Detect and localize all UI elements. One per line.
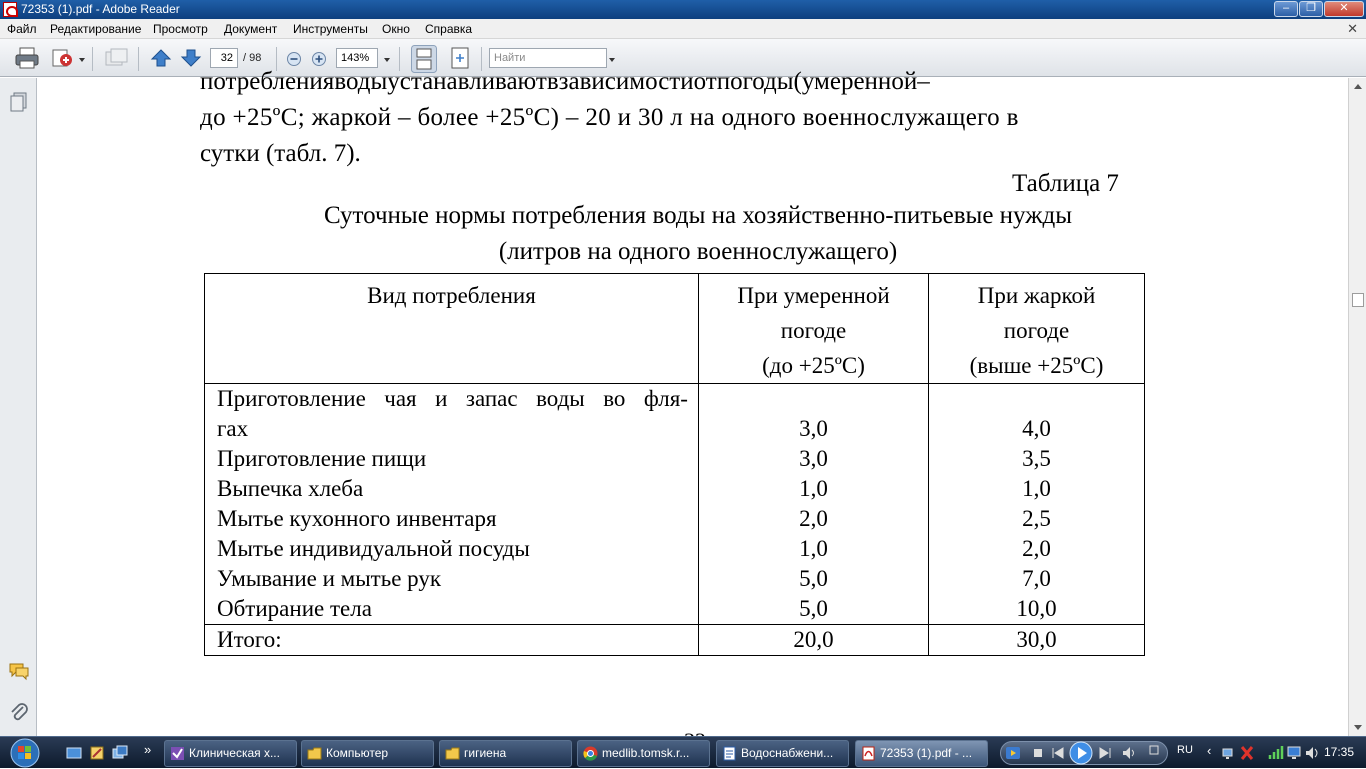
- search-input[interactable]: Найти: [489, 48, 607, 68]
- restore-button[interactable]: ❐: [1299, 1, 1323, 17]
- row-name: гах: [217, 416, 249, 441]
- display-icon[interactable]: [1286, 745, 1302, 761]
- row-hot-value: 2,0: [1022, 536, 1051, 561]
- water-norms-table: [204, 273, 1145, 656]
- window-title: 72353 (1).pdf - Adobe Reader: [21, 2, 180, 16]
- paragraph-line: [200, 64, 1190, 100]
- taskbar-item[interactable]: [301, 740, 434, 767]
- row-hot-value: 2,5: [1022, 506, 1051, 531]
- taskbar-item-label: Компьютер: [326, 746, 389, 760]
- table-body-row: [205, 384, 1145, 625]
- quicklaunch-notes-icon[interactable]: [89, 745, 105, 761]
- row-name: Мытье индивидуальной посуды: [217, 536, 530, 561]
- row-moderate-value: 2,0: [799, 506, 828, 531]
- taskbar-item[interactable]: [164, 740, 297, 767]
- show-hidden-icons-icon[interactable]: ‹: [1207, 743, 1212, 758]
- previous-track-icon[interactable]: [1050, 745, 1066, 761]
- navigation-panel: [0, 78, 37, 736]
- title-bar: [0, 0, 1366, 19]
- header-line: погоде: [780, 318, 847, 343]
- share-icon[interactable]: [50, 47, 76, 69]
- taskbar-item-active[interactable]: [855, 740, 988, 767]
- vertical-scrollbar[interactable]: [1348, 78, 1366, 736]
- play-icon[interactable]: [1069, 741, 1085, 757]
- taskbar-item-label: Клиническая х...: [189, 746, 280, 760]
- share-dropdown-icon[interactable]: [79, 58, 85, 62]
- page-total: / 98: [243, 52, 262, 64]
- show-desktop-icon[interactable]: [66, 745, 82, 761]
- close-button[interactable]: ✕: [1324, 1, 1364, 17]
- word: устанавливают: [387, 68, 547, 95]
- switch-windows-icon[interactable]: [112, 745, 128, 761]
- taskbar-item-label: Водоснабжени...: [741, 746, 834, 760]
- network-icon[interactable]: [1221, 745, 1237, 761]
- header-consumption-type: Вид потребления: [205, 274, 699, 384]
- word: воды: [334, 68, 388, 95]
- menu-help[interactable]: Справка: [425, 22, 473, 36]
- taskbar-item-label: гигиена: [464, 746, 507, 760]
- header-moderate-weather: [699, 274, 929, 384]
- paragraph-line: до +25ºС; жаркой – более +25ºС) – 20 и 30 л на одного военнослужащего в: [200, 104, 1019, 131]
- page-number-input[interactable]: 32: [210, 48, 238, 68]
- table-caption-subtitle: (литров на одного военнослужащего): [498, 238, 898, 265]
- signal-icon[interactable]: [1268, 745, 1284, 761]
- pages-icon[interactable]: [10, 92, 28, 112]
- table-number-label: Таблица 7: [1012, 170, 1119, 197]
- row-moderate-value: 3,0: [799, 416, 828, 441]
- word-document-icon: [722, 746, 737, 761]
- table-header-row: [205, 274, 1145, 384]
- menu-tools[interactable]: Инструменты: [293, 22, 368, 36]
- print-icon[interactable]: [14, 47, 40, 69]
- next-track-icon[interactable]: [1097, 745, 1113, 761]
- row-hot-value: 10,0: [1016, 596, 1057, 621]
- word: в: [546, 68, 559, 95]
- taskbar-item-label: 72353 (1).pdf - ...: [880, 746, 973, 760]
- row-moderate-value: 3,0: [799, 446, 828, 471]
- scroll-down-icon[interactable]: [1353, 724, 1363, 732]
- header-hot-weather: [929, 274, 1145, 384]
- restore-player-icon[interactable]: [1148, 744, 1164, 760]
- zoom-dropdown-icon[interactable]: [384, 58, 390, 62]
- header-line: погоде: [1003, 318, 1070, 343]
- word: погоды: [716, 68, 794, 95]
- taskbar-item[interactable]: [716, 740, 849, 767]
- header-line: При жаркой: [977, 283, 1096, 308]
- word: потребления: [200, 68, 335, 95]
- word: фля-: [643, 386, 688, 411]
- menu-file[interactable]: Файл: [7, 22, 37, 36]
- clock[interactable]: 17:35: [1324, 745, 1355, 759]
- document-page: [38, 68, 1348, 736]
- word: во: [603, 386, 626, 411]
- word: зависимости: [558, 68, 694, 95]
- chrome-icon: [583, 746, 598, 761]
- total-moderate-value: 20,0: [793, 627, 834, 652]
- moderate-values: [699, 384, 929, 625]
- row-name: Умывание и мытье рук: [217, 566, 442, 591]
- total-hot: [929, 625, 1145, 656]
- row-name: Приготовление пищи: [217, 446, 427, 471]
- word: воды: [536, 386, 585, 411]
- taskbar-item[interactable]: [577, 740, 710, 767]
- previous-page-icon[interactable]: [150, 48, 172, 68]
- volume-icon[interactable]: [1121, 745, 1137, 761]
- minimize-button[interactable]: –: [1274, 1, 1298, 17]
- paragraph-line: сутки (табл. 7).: [200, 140, 361, 167]
- scroll-thumb[interactable]: [1352, 293, 1364, 307]
- total-label: [205, 625, 699, 656]
- adobe-reader-icon: [3, 2, 17, 17]
- menu-window[interactable]: Окно: [382, 22, 410, 36]
- media-player-icon[interactable]: [1005, 745, 1021, 761]
- menu-document[interactable]: Документ: [224, 22, 278, 36]
- word: от: [693, 68, 717, 95]
- collaborate-icon: [103, 47, 129, 69]
- taskbar-item[interactable]: [439, 740, 572, 767]
- header-line: (до +25ºС): [762, 353, 865, 378]
- table-total-row: [205, 625, 1145, 656]
- menu-bar: [0, 19, 1366, 39]
- close-document-icon[interactable]: ✕: [1347, 21, 1358, 36]
- row-hot-value: 7,0: [1022, 566, 1051, 591]
- taskbar-item-label: medlib.tomsk.r...: [602, 746, 690, 760]
- visual-studio-icon: [170, 746, 185, 761]
- attachments-icon[interactable]: [9, 702, 29, 724]
- stop-icon[interactable]: [1030, 745, 1046, 761]
- next-page-icon[interactable]: [180, 48, 202, 68]
- row-moderate-value: 5,0: [799, 596, 828, 621]
- search-dropdown-icon[interactable]: [609, 58, 615, 62]
- row-hot-value: 1,0: [1022, 476, 1051, 501]
- word: –: [917, 68, 930, 95]
- word: чая: [384, 386, 417, 411]
- consumption-names: [205, 384, 699, 625]
- word: Приготовление: [217, 386, 366, 411]
- row-moderate-value: 1,0: [799, 476, 828, 501]
- hot-values: [929, 384, 1145, 625]
- total-moderate: [699, 625, 929, 656]
- folder-icon: [307, 746, 322, 761]
- header-line: (выше +25ºС): [969, 353, 1104, 378]
- paragraph-text: [200, 64, 1190, 172]
- row-name: [217, 384, 688, 414]
- row-hot-value: 3,5: [1022, 446, 1051, 471]
- quicklaunch-chevron-icon[interactable]: »: [144, 742, 152, 757]
- scroll-up-icon[interactable]: [1353, 82, 1363, 90]
- folder-icon: [445, 746, 460, 761]
- taskbar: [0, 736, 1366, 768]
- pdf-icon: [861, 746, 876, 761]
- row-name: Выпечка хлеба: [217, 476, 364, 501]
- antivirus-icon[interactable]: [1239, 745, 1255, 761]
- word: и: [435, 386, 448, 411]
- start-button-icon[interactable]: [4, 737, 46, 769]
- word: (умеренной: [793, 68, 918, 95]
- total-hot-value: 30,0: [1016, 627, 1057, 652]
- header-line: При умеренной: [737, 283, 890, 308]
- row-moderate-value: 5,0: [799, 566, 828, 591]
- word: запас: [465, 386, 518, 411]
- row-hot-value: 4,0: [1022, 416, 1051, 441]
- menu-edit[interactable]: Редактирование: [50, 22, 142, 36]
- language-indicator[interactable]: RU: [1177, 744, 1193, 756]
- row-name: Мытье кухонного инвентаря: [217, 506, 497, 531]
- menu-view[interactable]: Просмотр: [153, 22, 208, 36]
- zoom-input[interactable]: 143%: [336, 48, 378, 68]
- table-caption: Суточные нормы потребления воды на хозяйственно-питьевые нужды: [323, 202, 1073, 229]
- window-controls: [1273, 1, 1364, 17]
- comments-icon[interactable]: [8, 662, 30, 680]
- speaker-icon[interactable]: [1304, 745, 1320, 761]
- total-label-text: Итого:: [217, 627, 282, 652]
- row-name: Обтирание тела: [217, 596, 372, 621]
- row-moderate-value: 1,0: [799, 536, 828, 561]
